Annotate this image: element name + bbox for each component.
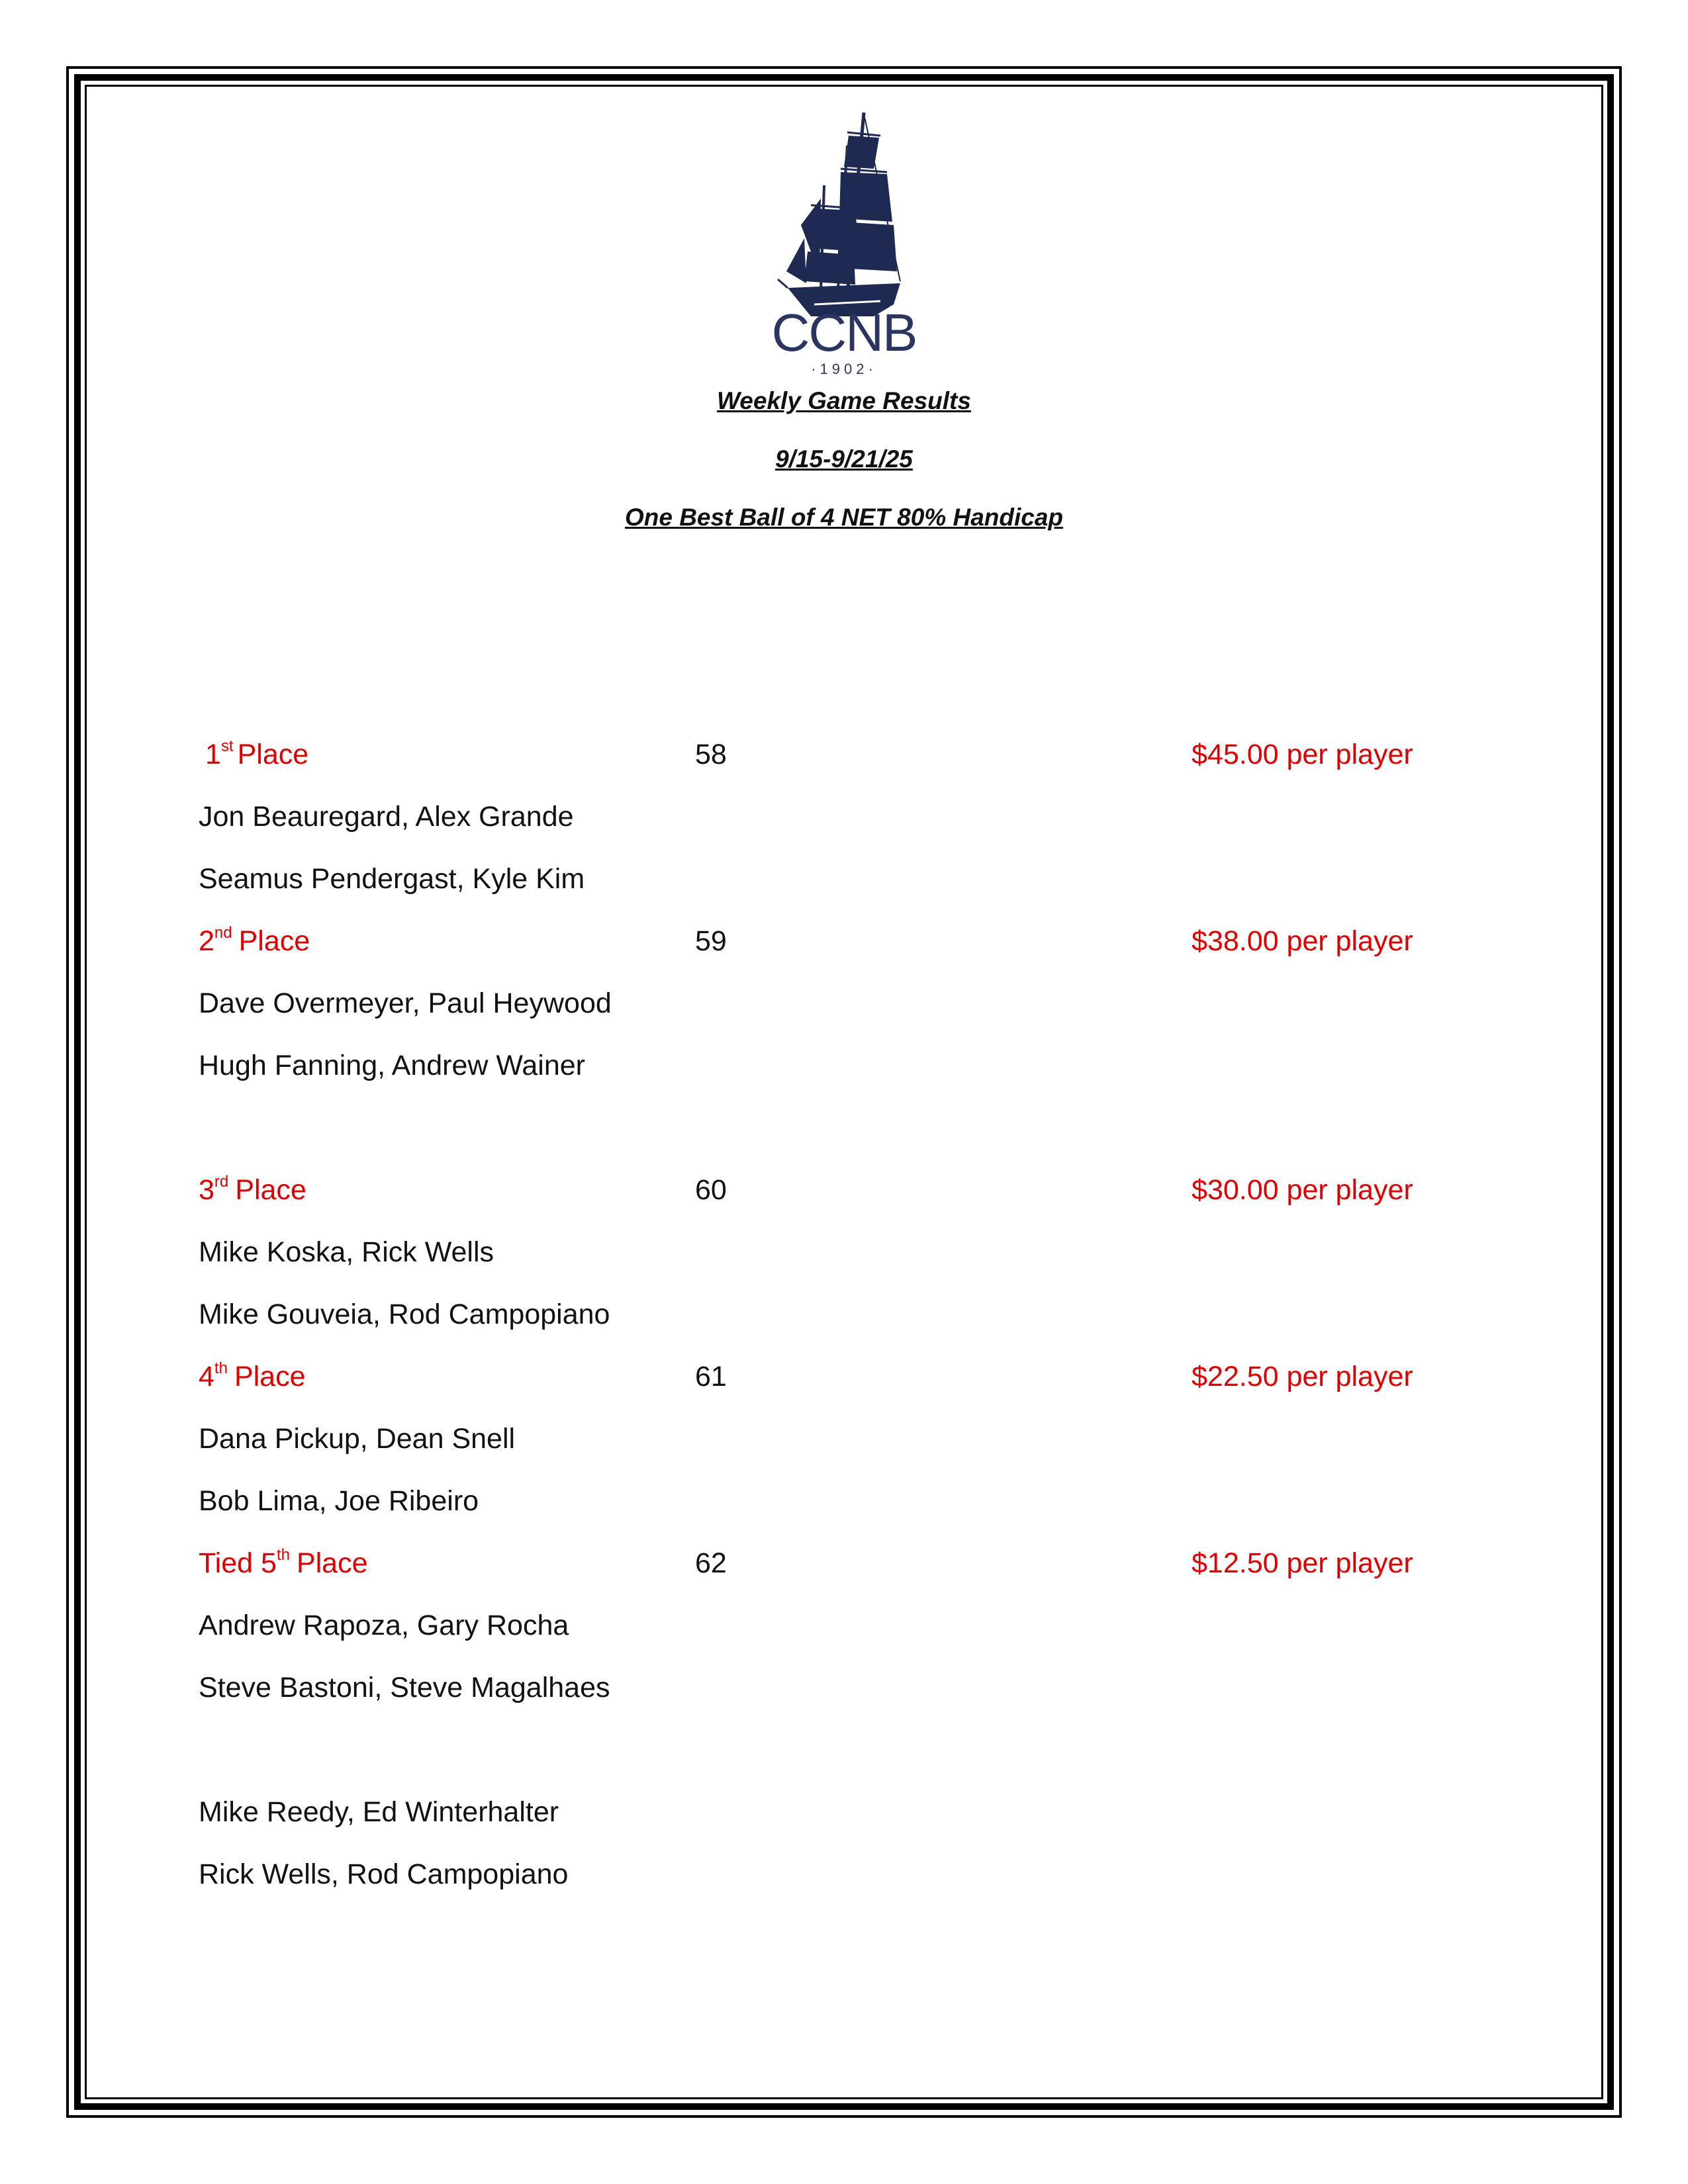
team-line: Hugh Fanning, Andrew Wainer bbox=[199, 1050, 586, 1081]
team-score: 59 bbox=[695, 925, 727, 957]
logo-wordmark: CCNB bbox=[771, 303, 917, 362]
prize-amount: $45.00 per player bbox=[1192, 739, 1413, 770]
team-line: Jon Beauregard, Alex Grande bbox=[199, 801, 574, 833]
team-score: 62 bbox=[695, 1547, 727, 1579]
team-line: Mike Gouveia, Rod Campopiano bbox=[199, 1298, 610, 1330]
prize-amount: $30.00 per player bbox=[1192, 1174, 1413, 1206]
report-title: Weekly Game Results bbox=[717, 387, 971, 414]
team-line: Mike Koska, Rick Wells bbox=[199, 1236, 494, 1268]
prize-amount: $12.50 per player bbox=[1192, 1547, 1413, 1579]
report-dates: 9/15-9/21/25 bbox=[775, 445, 913, 473]
place-label: Tied 5th Place bbox=[199, 1545, 368, 1579]
team-line: Dana Pickup, Dean Snell bbox=[199, 1423, 516, 1455]
prize-amount: $22.50 per player bbox=[1192, 1361, 1413, 1392]
result-row-2nd bbox=[0, 921, 1688, 961]
game-format: One Best Ball of 4 NET 80% Handicap bbox=[624, 504, 1064, 531]
team-score: 58 bbox=[695, 739, 727, 770]
team-score: 60 bbox=[695, 1174, 727, 1206]
team-line: Andrew Rapoza, Gary Rocha bbox=[199, 1610, 569, 1641]
logo-year: ·1902· bbox=[811, 361, 877, 377]
team-line: Steve Bastoni, Steve Magalhaes bbox=[199, 1672, 610, 1704]
prize-amount: $38.00 per player bbox=[1192, 925, 1413, 957]
place-label: 3rd Place bbox=[199, 1172, 306, 1206]
place-label: 1st Place bbox=[205, 737, 309, 770]
result-row-3rd bbox=[0, 1170, 1688, 1210]
result-row-4th bbox=[0, 1357, 1688, 1396]
team-line: Mike Reedy, Ed Winterhalter bbox=[199, 1796, 559, 1828]
result-row-tied-5th bbox=[0, 1543, 1688, 1583]
place-label: 4th Place bbox=[199, 1359, 306, 1392]
team-line: Seamus Pendergast, Kyle Kim bbox=[199, 863, 585, 895]
team-score: 61 bbox=[695, 1361, 727, 1392]
team-line: Rick Wells, Rod Campopiano bbox=[199, 1858, 569, 1890]
team-line: Bob Lima, Joe Ribeiro bbox=[199, 1485, 479, 1517]
team-line: Dave Overmeyer, Paul Heywood bbox=[199, 987, 612, 1019]
result-row-1st bbox=[0, 735, 1688, 774]
place-label: 2nd Place bbox=[199, 923, 310, 957]
